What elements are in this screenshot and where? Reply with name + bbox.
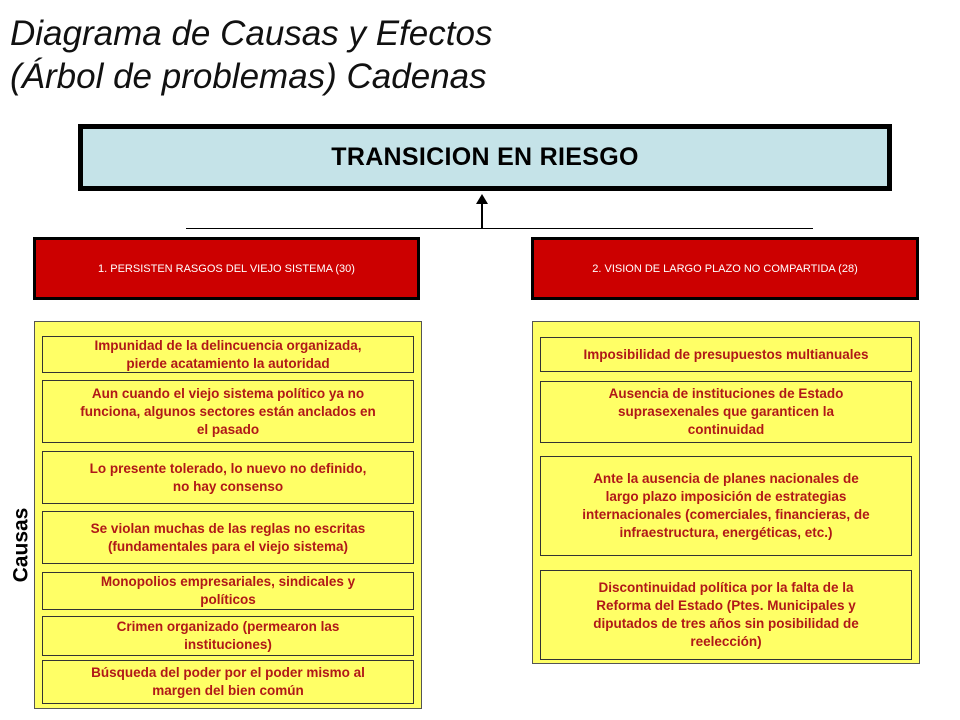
cause-text-line: Aun cuando el viejo sistema político ya no — [91, 385, 365, 401]
cause-text-line: infraestructura, energéticas, etc.) — [619, 525, 833, 540]
cause-box — [540, 381, 912, 443]
causes-side-label-text: Causas — [9, 507, 32, 583]
cause-text-line: Lo presente tolerado, lo nuevo no definido, — [89, 460, 367, 476]
title-line-1: Diagrama de Causas y Efectos — [10, 14, 493, 53]
cause-text — [117, 618, 340, 654]
cause-text-line: funciona, algunos sectores están anclados en — [80, 403, 376, 419]
cause-text-line: el pasado — [196, 421, 260, 437]
cause-text — [91, 664, 365, 700]
cause-text-line: Se violan muchas de las reglas no escritas — [90, 520, 366, 536]
cause-box — [540, 456, 912, 556]
cause-text-line: políticos — [200, 592, 256, 607]
effect-box: TRANSICION EN RIESGO — [78, 124, 892, 191]
cause-text — [101, 573, 355, 609]
cause-text — [609, 385, 844, 439]
cause-text-line: pierde acatamiento la autoridad — [126, 355, 330, 371]
cause-box — [42, 572, 414, 610]
cause-text — [94, 337, 361, 373]
cause-box — [540, 570, 912, 660]
cause-text-line: Reforma del Estado (Ptes. Municipales y — [596, 598, 856, 613]
cause-text-line: internacionales (comerciales, financieras, de — [582, 507, 870, 522]
cause-text-line: reelección) — [690, 634, 762, 649]
cause-text — [91, 520, 366, 556]
cause-text — [583, 346, 868, 364]
connector-line — [186, 228, 813, 229]
cause-text-line: Impunidad de la delincuencia organizada, — [94, 337, 362, 353]
category-box-2: 2. VISION DE LARGO PLAZO NO COMPARTIDA (28) — [531, 237, 919, 300]
cause-box — [42, 511, 414, 564]
cause-text-line: no hay consenso — [172, 478, 284, 494]
cause-text-line: Búsqueda del poder por el poder mismo al — [91, 665, 365, 680]
category-box-1: 1. PERSISTEN RASGOS DEL VIEJO SISTEMA (30) — [33, 237, 420, 300]
cause-box — [42, 336, 414, 373]
title-line-2: (Árbol de problemas) Cadenas — [10, 57, 487, 96]
cause-text — [90, 460, 367, 496]
cause-text-line: continuidad — [687, 422, 765, 437]
cause-box — [540, 337, 912, 372]
cause-text-line: largo plazo imposición de estrategias — [605, 489, 847, 504]
cause-box — [42, 660, 414, 704]
cause-text-line: margen del bien común — [152, 683, 304, 698]
cause-text-line: diputados de tres años sin posibilidad de — [593, 616, 859, 631]
cause-text-line: Monopolios empresariales, sindicales y — [100, 574, 356, 589]
cause-text-line: suprasexenales que garanticen la — [617, 404, 835, 419]
cause-box — [42, 451, 414, 504]
cause-text — [593, 579, 859, 651]
cause-box — [42, 380, 414, 443]
cause-text — [80, 385, 376, 439]
cause-text-line: Ausencia de instituciones de Estado — [608, 386, 844, 401]
page-title — [10, 12, 710, 98]
cause-text-line: Imposibilidad de presupuestos multianuales — [583, 346, 869, 362]
cause-text-line: Discontinuidad política por la falta de la — [598, 580, 854, 595]
up-arrow-icon — [481, 196, 483, 228]
cause-text-line: Crimen organizado (permearon las — [116, 619, 340, 634]
cause-text-line: instituciones) — [184, 637, 272, 652]
cause-text-line: (fundamentales para el viejo sistema) — [107, 538, 349, 554]
cause-box — [42, 616, 414, 656]
cause-text-line: Ante la ausencia de planes nacionales de — [593, 471, 859, 486]
causes-side-label — [6, 500, 36, 590]
cause-text — [582, 470, 869, 542]
